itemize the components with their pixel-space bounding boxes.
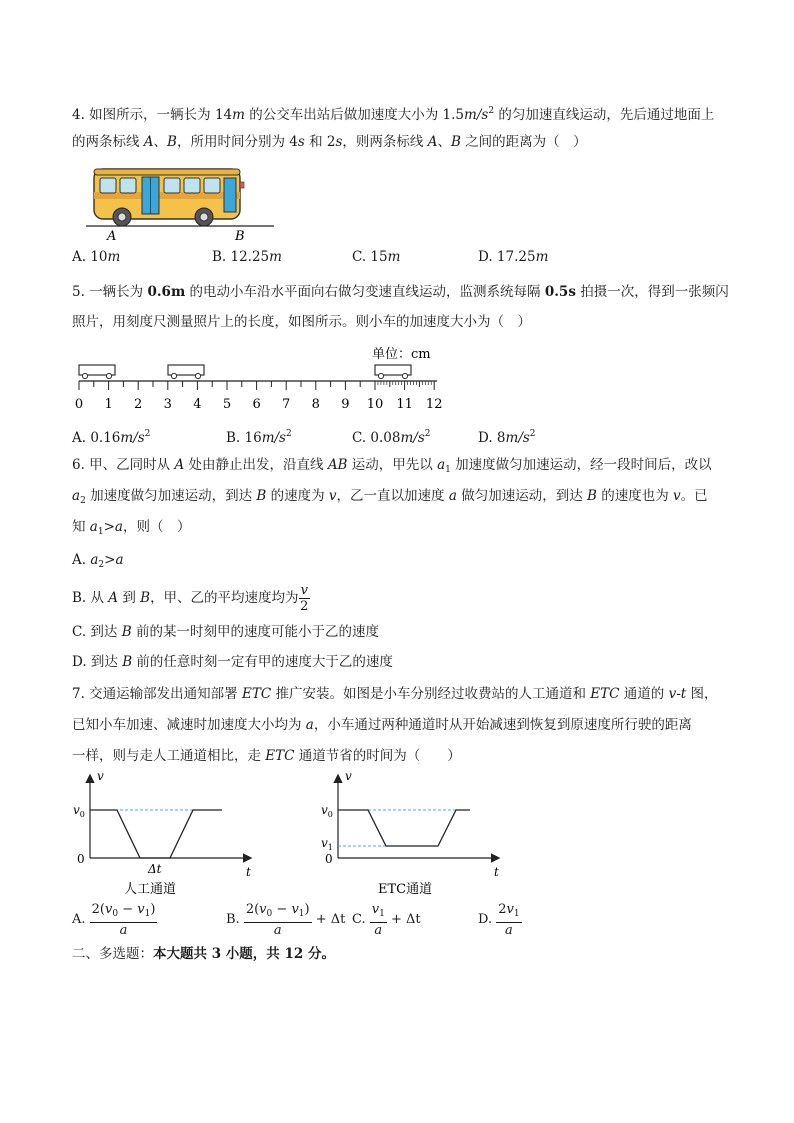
car-3	[375, 365, 411, 379]
q4-option-a[interactable]: A. 10m	[72, 249, 121, 265]
ruler-label: 4	[193, 397, 202, 412]
q5-line-1: 5. 一辆长为 0.6m 的电动小车沿水平面向右做匀变速直线运动，监测系统每隔 0.5s 拍摄一次，得到一张频闪	[72, 284, 729, 300]
ruler	[79, 381, 437, 390]
q7-option-d[interactable]: D. $\frac{2v_1}{a}$	[478, 902, 520, 938]
q6-option-c[interactable]: C. 到达 B 前的某一时刻甲的速度可能小于乙的速度	[72, 624, 379, 640]
v0-label: $v_0$	[73, 803, 85, 819]
q6-line-2: $a_2$ 加速度做匀加速运动，到达 B 的速度为 v，乙一直以加速度 a 做匀加速运动，到达 B 的速度也为 v。已	[72, 488, 708, 506]
svg-text:t: t	[246, 865, 251, 879]
svg-text:v: v	[97, 769, 104, 783]
q4-line-2: 的两条标线 A、B，所用时间分别为 4s 和 2s，则两条标线 A、B 之间的距离为（ ）	[72, 134, 587, 150]
q5-option-c[interactable]: C. $0.08m/s^2$	[352, 429, 431, 446]
bus-wheel-rear	[195, 208, 213, 226]
q7-option-b[interactable]: B. $\frac{2(v_0 - v_1)}{a}$ + Δt	[226, 902, 346, 938]
v0-label: $v_0$	[321, 803, 333, 819]
caption-manual: 人工通道	[124, 882, 177, 897]
q7-option-c[interactable]: C. $\frac{v_1}{a}$ + Δt	[352, 902, 421, 938]
manual-vt-line	[90, 810, 222, 858]
label-b: B	[235, 229, 245, 244]
svg-text:0: 0	[325, 852, 333, 866]
q5-line-2: 照片，用刻度尺测量照片上的长度，如图所示。则小车的加速度大小为（ ）	[72, 314, 531, 330]
q6-line-3: 知 $a_1>a$，则（ ）	[72, 519, 191, 537]
ruler-label: 8	[311, 397, 320, 412]
q4-line-1: 4. 如图所示，一辆长为 14m 的公交车出站后做加速度大小为 $1.5m/s^2$ 的匀加速直线运动，先后通过地面上	[72, 106, 715, 123]
ruler-label: 1	[104, 397, 113, 412]
bus-wheel-front	[113, 208, 131, 226]
vt-graph-etc	[320, 770, 510, 900]
car-2	[168, 365, 204, 379]
q7-line-1: 7. 交通运输部发出通知部署 ETC 推广安装。如图是小车分别经过收费站的人工通道和 ETC 通道的 v-t 图，	[72, 686, 718, 702]
ruler-label: 0	[74, 397, 84, 412]
q6-option-b[interactable]: B. 从 A 到 B，甲、乙的平均速度均为 $\frac{v}{2}$	[72, 583, 309, 614]
q4-option-c[interactable]: C. 15m	[352, 249, 401, 265]
q6-line-1: 6. 甲、乙同时从 A 处由静止出发，沿直线 AB 运动，甲先以 $a_1$ 加速度做匀加速运动，经一段时间后，改以	[72, 457, 712, 475]
label-a: A	[107, 229, 117, 244]
q5-option-d[interactable]: D. $8m/s^2$	[478, 429, 536, 446]
svg-text:v: v	[345, 769, 352, 783]
q6-option-d[interactable]: D. 到达 B 前的任意时刻一定有甲的速度大于乙的速度	[72, 654, 393, 670]
ruler-label: 6	[252, 397, 261, 412]
ruler-label: 5	[222, 397, 232, 412]
vt-graph-manual	[72, 770, 262, 900]
q4-option-d[interactable]: D. 17.25m	[478, 249, 549, 265]
ruler-label: 9	[341, 397, 350, 412]
q7-line-3: 一样，则与走人工通道相比，走 ETC 通道节省的时间为（ ）	[72, 748, 461, 764]
bus-figure	[86, 164, 286, 244]
ruler-labels	[75, 397, 443, 412]
q5-option-b[interactable]: B. $16m/s^2$	[226, 429, 292, 446]
ruler-unit: 单位：cm	[372, 347, 431, 362]
section-2-heading: 二、多选题：本大题共 3 小题，共 12 分。	[72, 946, 335, 962]
v1-label: $v_1$	[321, 836, 333, 852]
q6-option-a[interactable]: A. $a_2>a$	[72, 552, 124, 570]
ruler-label: 11	[396, 397, 413, 412]
ruler-label: 2	[134, 397, 143, 412]
ruler-label: 3	[163, 397, 172, 412]
q5-option-a[interactable]: A. $0.16m/s^2$	[72, 429, 151, 446]
ruler-label: 12	[425, 397, 443, 412]
svg-text:t: t	[494, 865, 499, 879]
ruler-label: 10	[366, 397, 384, 412]
car-1	[79, 365, 115, 379]
caption-etc: ETC通道	[378, 882, 433, 897]
etc-vt-line	[338, 810, 470, 846]
ruler-label: 7	[282, 397, 291, 412]
svg-text:Δt: Δt	[148, 862, 162, 876]
q7-option-a[interactable]: A. $\frac{2(v_0 - v_1)}{a}$	[72, 902, 156, 938]
q7-line-2: 已知小车加速、减速时加速度大小均为 a，小车通过两种通道时从开始减速到恢复到原速度所行驶的距离	[72, 717, 692, 733]
q4-option-b[interactable]: B. 12.25m	[212, 249, 282, 265]
ruler-figure	[70, 340, 450, 420]
svg-text:0: 0	[77, 852, 85, 866]
